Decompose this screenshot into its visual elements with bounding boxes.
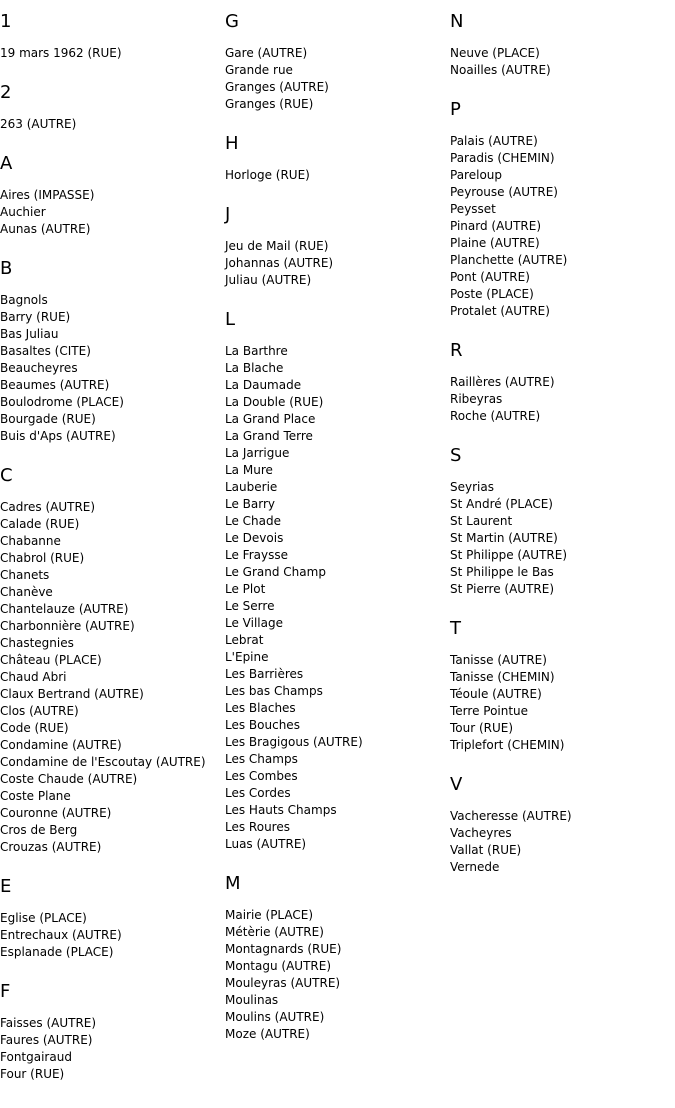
street-name: Calade (RUE): [0, 517, 80, 531]
street-name: Buis d'Aps (AUTRE): [0, 429, 116, 443]
letter-group: [225, 306, 450, 853]
street-name: Téoule (AUTRE): [450, 687, 542, 701]
letter-group: [0, 255, 225, 445]
street-name: Luas (AUTRE): [225, 837, 307, 851]
street-name: Vacheyres: [450, 826, 512, 840]
street-name: Chanets: [0, 568, 50, 582]
street-name: Beaucheyres: [0, 361, 78, 375]
street-name: La Mure: [225, 463, 273, 477]
street-name: St André (PLACE): [450, 497, 553, 511]
street-name: Chanève: [0, 585, 53, 599]
street-name: Lauberie: [225, 480, 278, 494]
letter-group: [0, 150, 225, 238]
street-name: Noailles (AUTRE): [450, 63, 551, 77]
street-name: Grande rue: [225, 63, 293, 77]
street-name: La Barthre: [225, 344, 288, 358]
street-name: Aires (IMPASSE): [0, 188, 95, 202]
street-name: Vacheresse (AUTRE): [450, 809, 572, 823]
letter-heading: N: [450, 11, 464, 32]
street-name: Eglise (PLACE): [0, 911, 87, 925]
street-name: La Double (RUE): [225, 395, 324, 409]
street-name: Seyrias: [450, 480, 494, 494]
street-name: Tanisse (AUTRE): [450, 653, 547, 667]
letter-group: [0, 8, 225, 62]
street-name: Beaumes (AUTRE): [0, 378, 110, 392]
street-name: Métèrie (AUTRE): [225, 925, 324, 939]
index-column-1: [0, 8, 225, 1100]
street-name: St Martin (AUTRE): [450, 531, 558, 545]
street-name: Chaud Abri: [0, 670, 67, 684]
street-name: Le Devois: [225, 531, 284, 545]
street-name: Le Grand Champ: [225, 565, 326, 579]
street-name: Aunas (AUTRE): [0, 222, 91, 236]
street-name: Paradis (CHEMIN): [450, 151, 555, 165]
street-name: 263 (AUTRE): [0, 117, 77, 131]
street-name: Les Hauts Champs: [225, 803, 337, 817]
letter-group: [0, 79, 225, 133]
street-name: Les Champs: [225, 752, 298, 766]
street-name: Basaltes (CITE): [0, 344, 91, 358]
letter-heading: V: [450, 774, 463, 795]
street-name: Mouleyras (AUTRE): [225, 976, 341, 990]
letter-group: [225, 201, 450, 289]
street-name: Johannas (AUTRE): [225, 256, 334, 270]
letter-heading: 2: [0, 82, 12, 103]
street-name: Coste Plane: [0, 789, 71, 803]
street-name: Vernede: [450, 860, 500, 874]
letter-heading: J: [225, 204, 231, 225]
letter-heading: R: [450, 340, 463, 361]
street-name: Four (RUE): [0, 1067, 65, 1081]
letter-heading: A: [0, 153, 13, 174]
street-name: Chabanne: [0, 534, 61, 548]
street-name: Faisses (AUTRE): [0, 1016, 97, 1030]
street-name: Bourgade (RUE): [0, 412, 96, 426]
letter-group: [450, 442, 675, 598]
street-name: Neuve (PLACE): [450, 46, 540, 60]
street-name: Cros de Berg: [0, 823, 78, 837]
street-name: La Jarrigue: [225, 446, 290, 460]
street-name: Barry (RUE): [0, 310, 71, 324]
street-name: L'Epine: [225, 650, 269, 664]
street-name: 19 mars 1962 (RUE): [0, 46, 122, 60]
street-name: Château (PLACE): [0, 653, 102, 667]
street-name: Clos (AUTRE): [0, 704, 79, 718]
letter-heading: M: [225, 873, 241, 894]
street-name: Granges (AUTRE): [225, 80, 329, 94]
street-name: Charbonnière (AUTRE): [0, 619, 135, 633]
street-name: Code (RUE): [0, 721, 69, 735]
letter-group: [0, 978, 225, 1083]
street-name: Le Chade: [225, 514, 282, 528]
street-name: Protalet (AUTRE): [450, 304, 550, 318]
street-name: Esplanade (PLACE): [0, 945, 114, 959]
street-name: Les Bragigous (AUTRE): [225, 735, 363, 749]
street-name: Mairie (PLACE): [225, 908, 314, 922]
street-name: Les Bouches: [225, 718, 300, 732]
street-name: Faures (AUTRE): [0, 1033, 93, 1047]
street-name: St Pierre (AUTRE): [450, 582, 555, 596]
street-name: Montagnards (RUE): [225, 942, 342, 956]
street-name: Moulinas: [225, 993, 279, 1007]
letter-group: [450, 96, 675, 320]
street-name: La Blache: [225, 361, 284, 375]
letter-group: [225, 8, 450, 113]
street-name: Lebrat: [225, 633, 264, 647]
letter-heading: S: [450, 445, 462, 466]
letter-heading: B: [0, 258, 13, 279]
street-name: Fontgairaud: [0, 1050, 72, 1064]
street-name: Plaine (AUTRE): [450, 236, 540, 250]
letter-heading: 1: [0, 11, 12, 32]
letter-heading: P: [450, 99, 461, 120]
letter-group: [225, 870, 450, 1043]
street-name: Entrechaux (AUTRE): [0, 928, 122, 942]
street-name: Les Combes: [225, 769, 298, 783]
street-name: Horloge (RUE): [225, 168, 310, 182]
street-name: Pont (AUTRE): [450, 270, 530, 284]
letter-heading: T: [450, 618, 461, 639]
letter-heading: G: [225, 11, 239, 32]
street-name: St Laurent: [450, 514, 513, 528]
street-name: Le Fraysse: [225, 548, 288, 562]
street-name: Pinard (AUTRE): [450, 219, 542, 233]
street-name: Gare (AUTRE): [225, 46, 308, 60]
street-name: Raillères (AUTRE): [450, 375, 555, 389]
street-name: La Grand Terre: [225, 429, 313, 443]
street-name: Ribeyras: [450, 392, 503, 406]
street-name: Le Barry: [225, 497, 276, 511]
street-name: Tanisse (CHEMIN): [450, 670, 555, 684]
street-name: Les Roures: [225, 820, 290, 834]
street-name: Vallat (RUE): [450, 843, 522, 857]
street-name: Boulodrome (PLACE): [0, 395, 124, 409]
street-name: Le Village: [225, 616, 283, 630]
street-name: Crouzas (AUTRE): [0, 840, 102, 854]
street-name: Chabrol (RUE): [0, 551, 85, 565]
street-name: St Philippe (AUTRE): [450, 548, 568, 562]
street-name: Bas Juliau: [0, 327, 59, 341]
street-name: Montagu (AUTRE): [225, 959, 332, 973]
letter-group: [0, 462, 225, 856]
street-name: Cadres (AUTRE): [0, 500, 96, 514]
street-name: Roche (AUTRE): [450, 409, 541, 423]
street-name: Les Barrières: [225, 667, 304, 681]
street-name: Tour (RUE): [450, 721, 514, 735]
street-name: Auchier: [0, 205, 46, 219]
street-name: Pareloup: [450, 168, 503, 182]
street-name: Condamine (AUTRE): [0, 738, 122, 752]
street-name: St Philippe le Bas: [450, 565, 554, 579]
street-name: Terre Pointue: [450, 704, 529, 718]
street-name: Moulins (AUTRE): [225, 1010, 325, 1024]
street-name: Triplefort (CHEMIN): [450, 738, 565, 752]
street-name: Les bas Champs: [225, 684, 323, 698]
street-name: Le Serre: [225, 599, 275, 613]
street-name: Claux Bertrand (AUTRE): [0, 687, 144, 701]
letter-group: [0, 873, 225, 961]
street-name: Jeu de Mail (RUE): [225, 239, 329, 253]
letter-heading: L: [225, 309, 236, 330]
index-column-3: [450, 8, 675, 893]
letter-group: [450, 771, 675, 876]
street-name: Juliau (AUTRE): [225, 273, 312, 287]
street-name: Les Cordes: [225, 786, 291, 800]
street-name: Condamine de l'Escoutay (AUTRE): [0, 755, 206, 769]
street-name: Peyrouse (AUTRE): [450, 185, 558, 199]
letter-group: [225, 130, 450, 184]
street-name: Granges (RUE): [225, 97, 314, 111]
letter-group: [450, 615, 675, 754]
letter-heading: C: [0, 465, 13, 486]
street-name: Coste Chaude (AUTRE): [0, 772, 138, 786]
letter-heading: H: [225, 133, 239, 154]
street-name: La Daumade: [225, 378, 302, 392]
street-name: Palais (AUTRE): [450, 134, 538, 148]
street-name: Chastegnies: [0, 636, 74, 650]
street-name: Moze (AUTRE): [225, 1027, 310, 1041]
street-name: Peysset: [450, 202, 496, 216]
street-name: Planchette (AUTRE): [450, 253, 568, 267]
street-name: Les Blaches: [225, 701, 296, 715]
letter-heading: E: [0, 876, 12, 897]
street-name: Bagnols: [0, 293, 48, 307]
letter-heading: F: [0, 981, 11, 1002]
street-name: Le Plot: [225, 582, 266, 596]
letter-group: [450, 8, 675, 79]
index-column-2: [225, 8, 450, 1060]
letter-group: [450, 337, 675, 425]
street-name: La Grand Place: [225, 412, 316, 426]
street-name: Chantelauze (AUTRE): [0, 602, 129, 616]
street-name: Couronne (AUTRE): [0, 806, 112, 820]
street-name: Poste (PLACE): [450, 287, 534, 301]
